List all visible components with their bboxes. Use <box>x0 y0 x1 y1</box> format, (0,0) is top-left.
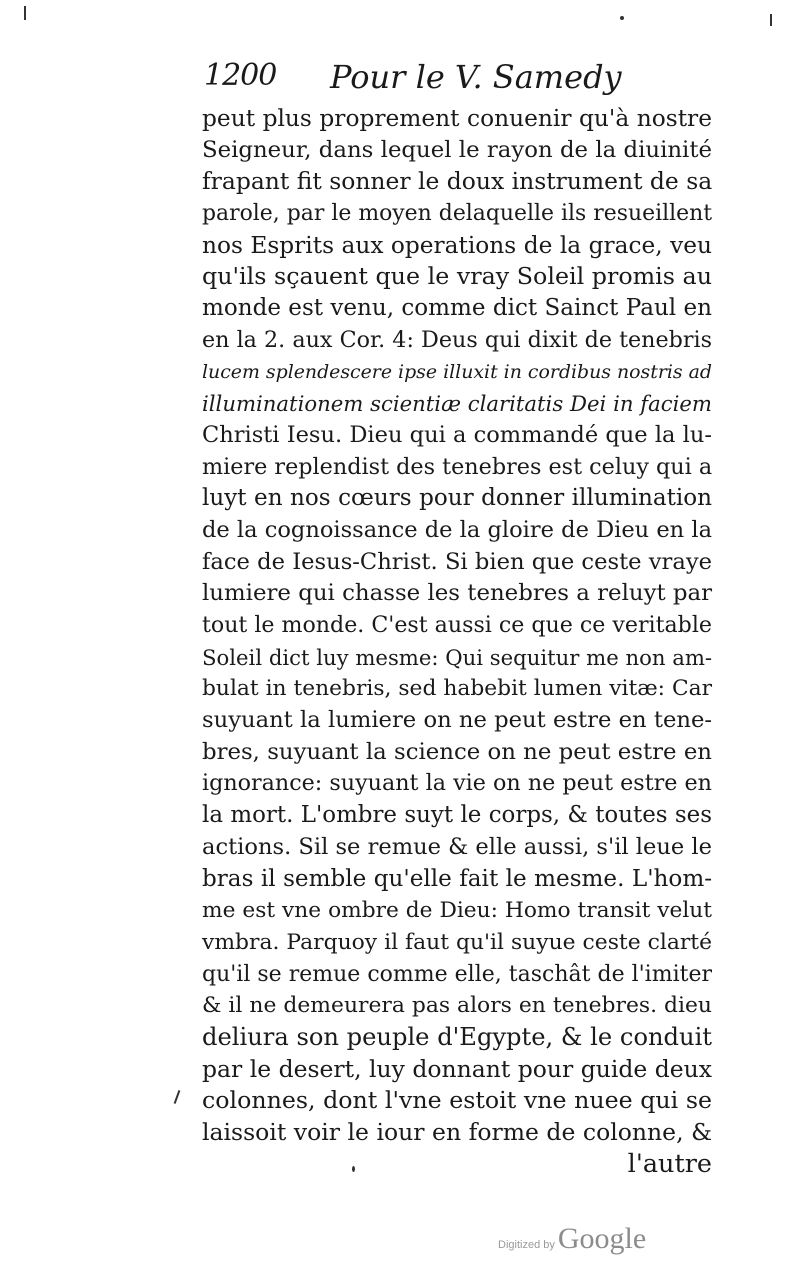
text-line: tout le monde. C'est aussi ce que ce veritable <box>202 612 712 638</box>
google-logo: Google <box>557 1222 647 1255</box>
text-line: qu'il se remue comme elle, taschât de l'imiter <box>202 961 712 987</box>
text-line: Seigneur, dans lequel le rayon de la diuinité <box>202 136 712 163</box>
catchword: l'autre <box>627 1148 712 1179</box>
ink-speck <box>620 16 624 20</box>
margin-mark <box>174 1090 181 1104</box>
text-line: & il ne demeurera pas alors en tenebres. dieu <box>202 993 712 1019</box>
text-line: parole, par le moyen delaquelle ils resueillent <box>202 201 712 227</box>
page-header <box>204 58 712 98</box>
text-line: laissoit voir le iour en forme de colonne, & <box>202 1118 712 1146</box>
text-line: colonnes, dont l'vne estoit vne nuee qui se <box>202 1086 712 1115</box>
text-line: en la 2. aux Cor. 4: Deus qui dixit de tenebris <box>202 326 712 353</box>
text-line: miere replendist des tenebres est celuy qui a <box>202 453 713 480</box>
text-line-latin: illuminationem scientiæ claritatis Dei in faciem <box>202 391 712 417</box>
text-line: Soleil dict luy mesme: Qui sequitur me non am- <box>202 644 713 670</box>
text-line-latin: lucem splendescere ipse illuxit in cordibus nostris ad <box>202 360 712 383</box>
text-line: ignorance: suyuant la vie on ne peut estre en <box>202 770 712 797</box>
body-text <box>202 103 712 1180</box>
margin-mark <box>770 14 772 26</box>
text-line: suyuant la lumiere on ne peut estre en tene- <box>202 707 712 734</box>
text-line: actions. Sil se remue & elle aussi, s'il leue le <box>202 833 713 860</box>
text-line: bulat in tenebris, sed habebit lumen vitæ: Car <box>202 676 712 702</box>
text-line: qu'ils sçauent que le vray Soleil promis au <box>202 262 713 291</box>
text-line: deliura son peuple d'Egypte, & le conduit <box>202 1022 712 1051</box>
running-title: Pour le V. Samedy <box>330 58 622 96</box>
text-line: Christi Iesu. Dieu qui a commandé que la lu- <box>202 421 712 448</box>
digitized-by-label: Digitized by <box>498 1239 555 1251</box>
text-line: la mort. L'ombre suyt le corps, & toutes ses <box>202 802 712 829</box>
digitized-watermark <box>498 1222 646 1256</box>
text-line: luyt en nos cœurs pour donner illumination <box>202 485 712 512</box>
text-line: bras il semble qu'elle fait le mesme. L'hom- <box>202 865 712 892</box>
page-number: 1200 <box>204 58 277 93</box>
text-line: frapant fit sonner le doux instrument de sa <box>202 167 713 196</box>
text-line: lumiere qui chasse les tenebres a reluyt par <box>202 580 713 607</box>
text-line: bres, suyuant la science on ne peut estre en <box>202 738 712 765</box>
text-line: peut plus proprement conuenir qu'à nostre <box>202 105 712 132</box>
text-line: de la cognoissance de la gloire de Dieu en la <box>202 516 712 543</box>
text-line: par le desert, luy donnant pour guide deux <box>202 1054 712 1083</box>
ink-speck <box>352 1166 355 1172</box>
margin-mark <box>24 6 26 20</box>
text-line: vmbra. Parquoy il faut qu'il suyue ceste clarté <box>202 929 712 955</box>
text-line: monde est venu, comme dict Sainct Paul en <box>202 295 712 322</box>
text-line: me est vne ombre de Dieu: Homo transit velut <box>202 898 712 924</box>
text-line: nos Esprits aux operations de la grace, veu <box>202 231 712 259</box>
text-line: face de Iesus-Christ. Si bien que ceste vraye <box>202 548 712 575</box>
